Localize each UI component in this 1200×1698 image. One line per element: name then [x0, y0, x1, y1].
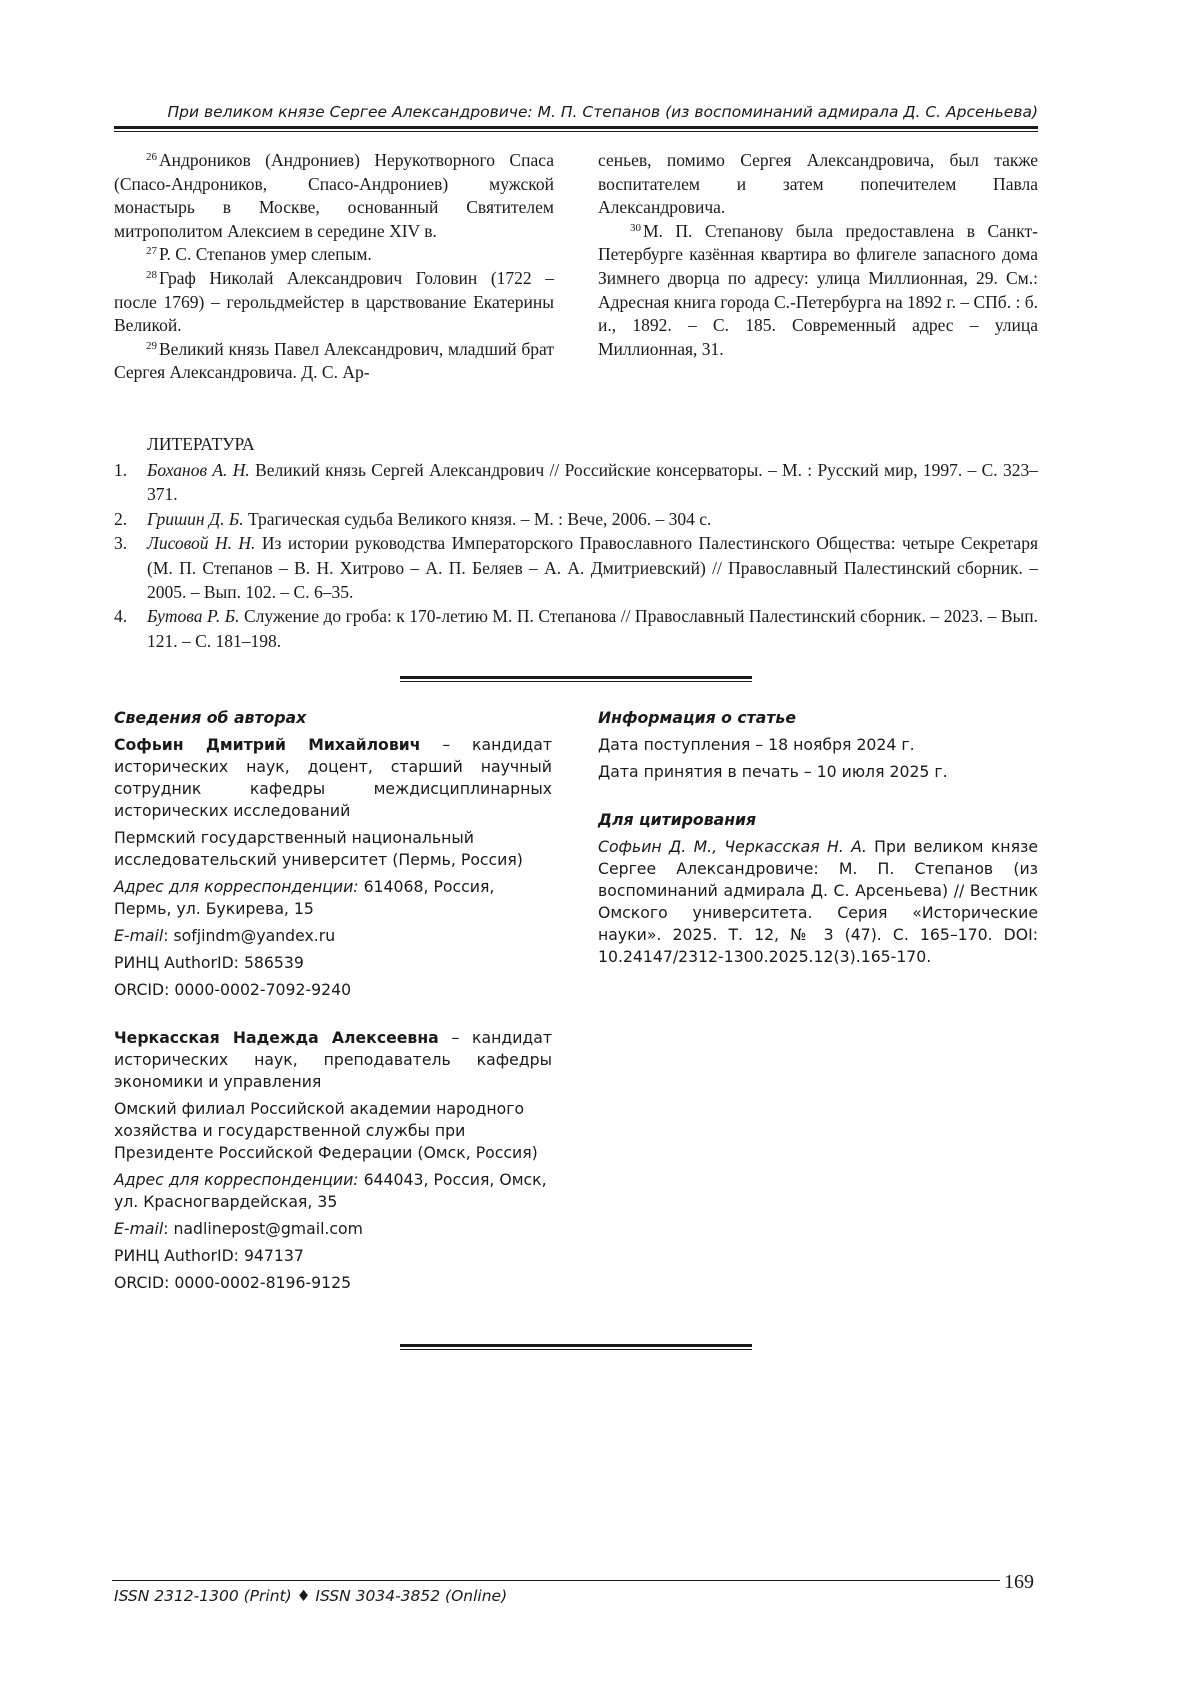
- citation-title: Для цитирования: [598, 810, 757, 829]
- received-date: Дата поступления – 18 ноября 2024 г.: [598, 735, 915, 754]
- footnote-continuation: сеньев, помимо Сергея Александровича, был также воспитателем и затем попечителем Павла Александровича.: [598, 150, 1038, 218]
- footnote: [114, 243, 554, 267]
- running-head: При великом князе Сергее Александровиче: М. П. Степанов (из воспоминаний адмирала Д. С. Арсеньева): [167, 103, 1038, 121]
- article-info-block: [598, 707, 1038, 968]
- email-label: E-mail: [114, 1219, 164, 1238]
- footnotes-right-column: [598, 149, 1038, 361]
- footnote: [114, 149, 554, 243]
- issn-line: ISSN 2312-1300 (Print) ♦ ISSN 3034-3852 (Online): [114, 1587, 508, 1605]
- reference-item: [114, 531, 1038, 604]
- footnote-number: 29: [146, 339, 157, 352]
- article-info-title: Информация о статье: [598, 708, 796, 727]
- email-value: : nadlinepost@gmail.com: [163, 1219, 363, 1238]
- footnote-text: Великий князь Павел Александрович, младший брат Сергея Александровича. Д. С. Ар-: [114, 338, 554, 383]
- footnote-number: 30: [630, 221, 641, 234]
- author-rinc: РИНЦ AuthorID: 586539: [114, 953, 304, 972]
- reference-author: Бутова Р. Б.: [147, 606, 240, 627]
- citation-authors: Софьин Д. М., Черкасская Н. А.: [598, 837, 867, 856]
- author-email: [114, 925, 552, 947]
- reference-text: Служение до гроба: к 170-летию М. П. Степанова // Православный Палестинский сборник. – 2023. – Вып. 121. – С. 181–198.: [147, 606, 1038, 651]
- author-position: – кандидат исторических наук, преподаватель кафедры экономики и управления: [114, 1028, 552, 1091]
- reference-author: Лисовой Н. Н.: [147, 533, 256, 554]
- reference-text: Трагическая судьба Великого князя. – М. : Вече, 2006. – 304 с.: [247, 508, 712, 529]
- author-address: [114, 1169, 552, 1213]
- reference-number: 1.: [114, 460, 128, 480]
- author-affiliation: Омский филиал Российской академии народного хозяйства и государственной службы при Президенте Российской Федерации (Омск, Россия): [114, 1099, 538, 1162]
- address-value: 614068, Россия, Пермь, ул. Букирева, 15: [114, 877, 495, 918]
- author-name: Софьин Дмитрий Михайлович: [114, 735, 421, 754]
- footnotes-left-column: [114, 149, 554, 385]
- reference-number: 2.: [114, 508, 128, 529]
- reference-text: Великий князь Сергей Александрович // Российские консерваторы. – М. : Русский мир, 1997. – С. 323–371.: [147, 460, 1038, 505]
- footnote: [114, 338, 554, 385]
- authors-block: [114, 707, 552, 1294]
- citation-text: [598, 836, 1038, 968]
- reference-text: Из истории руководства Императорского Православного Палестинского Общества: четыре Секретаря (М. П. Степанов – В. Н. Хитрово – А. П. Беляев – А. А. Дмитриевский) // Православный Палестинский сборник. – 2005. – Вып. 102. – С. 6–35.: [147, 533, 1039, 603]
- footnote-number: 27: [146, 245, 157, 258]
- citation-body: При великом князе Сергее Александровиче: М. П. Степанов (из воспоминаний адмирала Д. С. Арсеньева) // Вестник Омского университета. Серия «Исторические науки». 2025. Т. 12, № 3 (47). С. 165–170. DOI: 10.24147/2312-1300.2025.12(3).165-170.: [598, 837, 1038, 966]
- reference-item: [114, 507, 1038, 531]
- reference-number: 4.: [114, 606, 128, 627]
- author-affiliation: Пермский государственный национальный исследовательский университет (Пермь, Россия): [114, 828, 523, 869]
- author-description: [114, 734, 552, 822]
- author-orcid: ORCID: 0000-0002-7092-9240: [114, 980, 352, 999]
- footnote: [114, 267, 554, 338]
- email-label: E-mail: [114, 926, 164, 945]
- author-email: [114, 1218, 552, 1240]
- page-number: 169: [1004, 1571, 1034, 1593]
- accepted-date: Дата принятия в печать – 10 июля 2025 г.: [598, 762, 948, 781]
- author-rinc: РИНЦ AuthorID: 947137: [114, 1246, 304, 1265]
- footer-rule: [112, 1580, 1000, 1581]
- footnote-number: 28: [146, 268, 157, 281]
- header-rule: [114, 126, 1038, 129]
- section-separator-bottom: [400, 1344, 752, 1350]
- email-value: : sofjindm@yandex.ru: [163, 926, 336, 945]
- author-description: [114, 1027, 552, 1093]
- footnote-text: Андроников (Андрониев) Нерукотворного Спаса (Спасо-Андроников, Спасо-Андрониев) мужской монастырь в Москве, основанный Святителем митрополитом Алексием в середине XIV в.: [114, 150, 554, 241]
- address-label: Адрес для корреспонденции:: [114, 1170, 359, 1189]
- author-name: Черкасская Надежда Алексеевна: [114, 1028, 439, 1047]
- section-separator: [400, 676, 752, 682]
- footnote: [598, 220, 1038, 362]
- reference-item: [114, 458, 1038, 507]
- footnote-text: М. П. Степанову была предоставлена в Санкт-Петербурге казённая квартира во флигеле запасного дома Зимнего дворца по адресу: улица Миллионная, 29. См.: Адресная книга города С.-Петербурга на 1892 г. – СПб. : б. и., 1892. – С. 185. Современный адрес – улица Миллионная, 31.: [598, 220, 1038, 359]
- address-value: 644043, Россия, Омск, ул. Красногвардейская, 35: [114, 1170, 547, 1211]
- reference-author: Боханов А. Н.: [147, 460, 250, 480]
- address-label: Адрес для корреспонденции:: [114, 877, 359, 896]
- author-orcid: ORCID: 0000-0002-8196-9125: [114, 1273, 352, 1292]
- authors-title: Сведения об авторах: [114, 708, 307, 727]
- author-address: [114, 876, 552, 920]
- literature-heading: ЛИТЕРАТУРА: [147, 434, 255, 454]
- reference-number: 3.: [114, 533, 128, 554]
- footnote-text: Р. С. Степанов умер слепым.: [159, 244, 372, 265]
- footnote-text: Граф Николай Александрович Головин (1722 – после 1769) – герольдмейстер в царствование Екатерины Великой.: [114, 267, 554, 336]
- footnote-number: 26: [146, 151, 157, 163]
- reference-author: Гришин Д. Б.: [147, 508, 244, 529]
- reference-item: [114, 604, 1038, 653]
- author-position: – кандидат исторических наук, доцент, старший научный сотрудник кафедры междисциплинарных исторических исследований: [114, 735, 552, 820]
- header-rule-thin: [114, 131, 1038, 132]
- reference-list: [114, 458, 1038, 653]
